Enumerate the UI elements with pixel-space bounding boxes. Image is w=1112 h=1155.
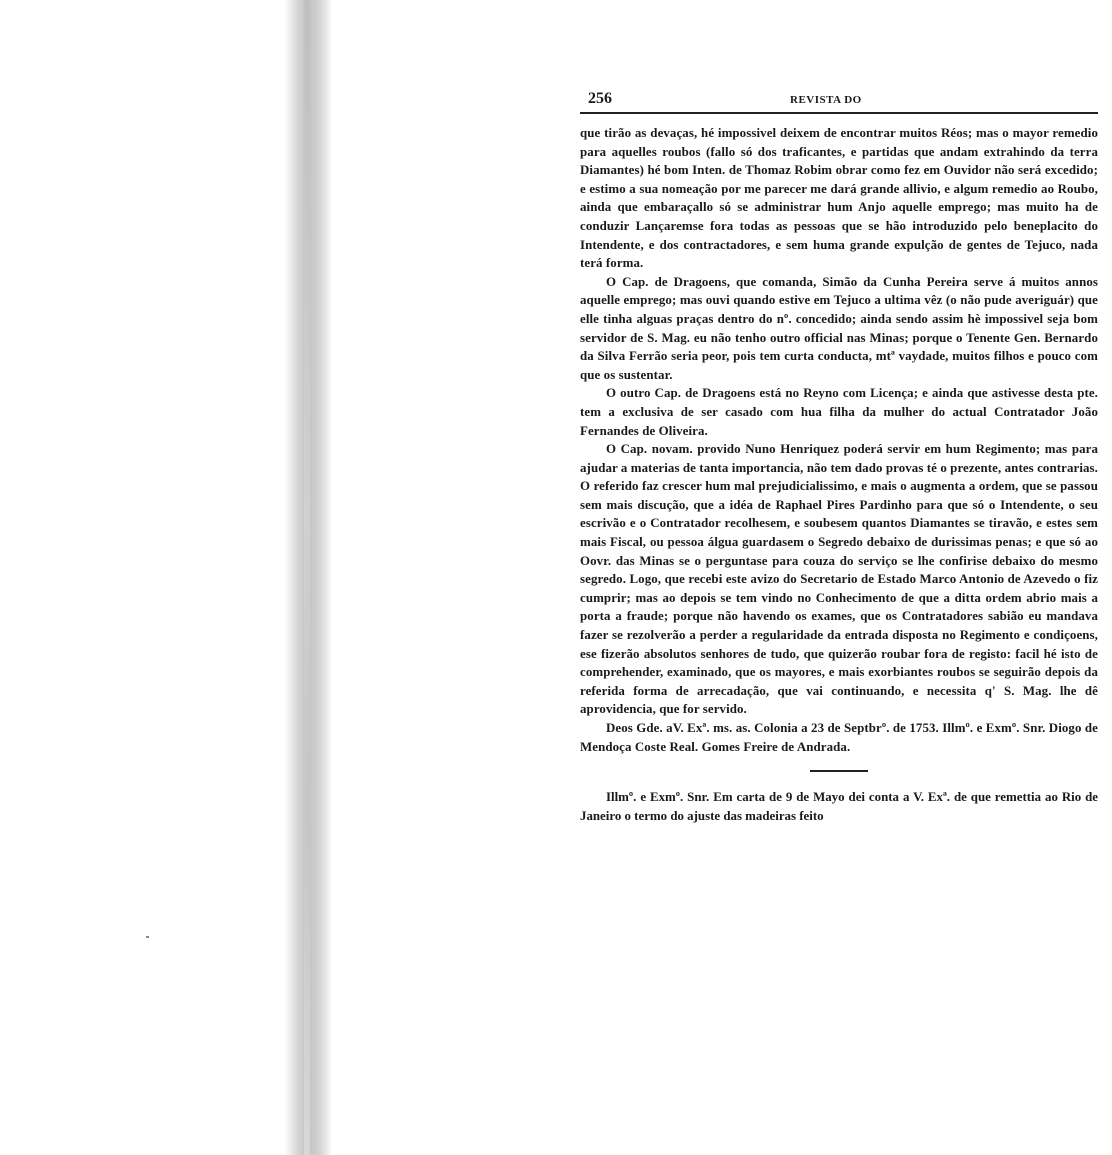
running-header: [580, 90, 1098, 114]
section-divider: [810, 770, 868, 772]
paragraph-1: que tirão as devaças, hé impossivel deixem de encontrar muitos Réos; mas o mayor remedio para aquelles roubos (fallo só dos traficantes, e partidas que andam extrahindo da terra Diamantes) hé bom Inten. de Thomaz Robim obrar como fez em Ouvidor não será excedido; e estimo a sua nomeação por me parecer me dará grande allivio, e algum remedio ao Roubo, ainda que embaraçallo só se administrar hum Anjo aquelle emprego; mas muito ha de conduzir Lançaremse fora todas as pessoas que se hão introduzido pelo beneplacito do Intendente, e dos contractadores, e sem huma grande expulção de gentes de Tejuco, nada terá forma.: [580, 126, 1098, 271]
next-letter-opening: Illmº. e Exmº. Snr. Em carta de 9 de Mayo dei conta a V. Exª. de que remettia ao Rio de Janeiro o termo do ajuste das madeiras feito: [580, 790, 1098, 823]
closing-signature: Deos Gde. aV. Exª. ms. as. Colonia a 23 de Septbrº. de 1753. Illmº. e Exmº. Snr. Diogo de Mendoça Coste Real. Gomes Freire de Andrada.: [580, 721, 1098, 754]
book-page: [580, 90, 1098, 825]
scan-speck: [146, 936, 149, 938]
book-gutter-shadow: [284, 0, 332, 1155]
paragraph-4: O Cap. novam. provido Nuno Henriquez poderá servir em hum Regimento; mas para ajudar a materias de tanta importancia, não tem dado provas té o prezente, antes contrarias. O referido faz crescer hum mal prejudicialissimo, e mais o augmenta a ordem, que se passou sem mais discução, que a idéa de Raphael Pires Pardinho para que só o Intendente, o seu escrivão e o Contratador recolhesem, e soubesem quantos Diamantes se tiravão, e estes sem mais Fiscal, ou pessoa álgua guardasem o Segredo debaixo de durissimas penas; e que só ao Oovr. das Minas se o perguntase para couza do serviço se lhe confirise debaixo do mesmo segredo. Logo, que recebi este avizo do Secretario de Estado Marco Antonio de Azevedo o fiz cumprir; mas ao depois se tem vindo no Conhecimento de que a ditta ordem abrio mais a porta a fraude; porque não havendo os exames, que os Contratadores sabião eu mandava fazer se rezolverão a perder a regularidade da entrada disposta no Regimento e condiçoens, ese fizerão absolutos senhores de tudo, que quizerão roubar fora de registo: facil hé isto de comprehender, examinado, que os mayores, e mais exorbiantes roubos se seguirão depois da referida forma de arrecadação, que vai continuando, e necessita q' S. Mag. lhe dê aprovidencia, que for servido.: [580, 442, 1098, 717]
next-letter: [580, 788, 1098, 825]
letter-body: [580, 124, 1098, 756]
paragraph-3: O outro Cap. de Dragoens está no Reyno com Licença; e ainda que astivesse desta pte. tem a exclusiva de ser casado com hua filha da mulher do actual Contratador João Fernandes de Oliveira.: [580, 386, 1098, 438]
page-number: 256: [588, 90, 612, 107]
paragraph-2: O Cap. de Dragoens, que comanda, Simão da Cunha Pereira serve á muitos annos aquelle emprego; mas ouvi quando estive em Tejuco a ultima vêz (o não pude averiguár) que elle tinha alguas praças dentro do nº. concedido; ainda sendo assim hè impossivel seja bom servidor de S. Mag. eu não tenho outro official nas Minas; porque o Tenente Gen. Bernardo da Silva Ferrão seria peor, pois tem curta conducta, mtª vaydade, muitos filhos e pouco com que os sustentar.: [580, 274, 1098, 382]
running-title: REVISTA DO: [790, 94, 862, 106]
